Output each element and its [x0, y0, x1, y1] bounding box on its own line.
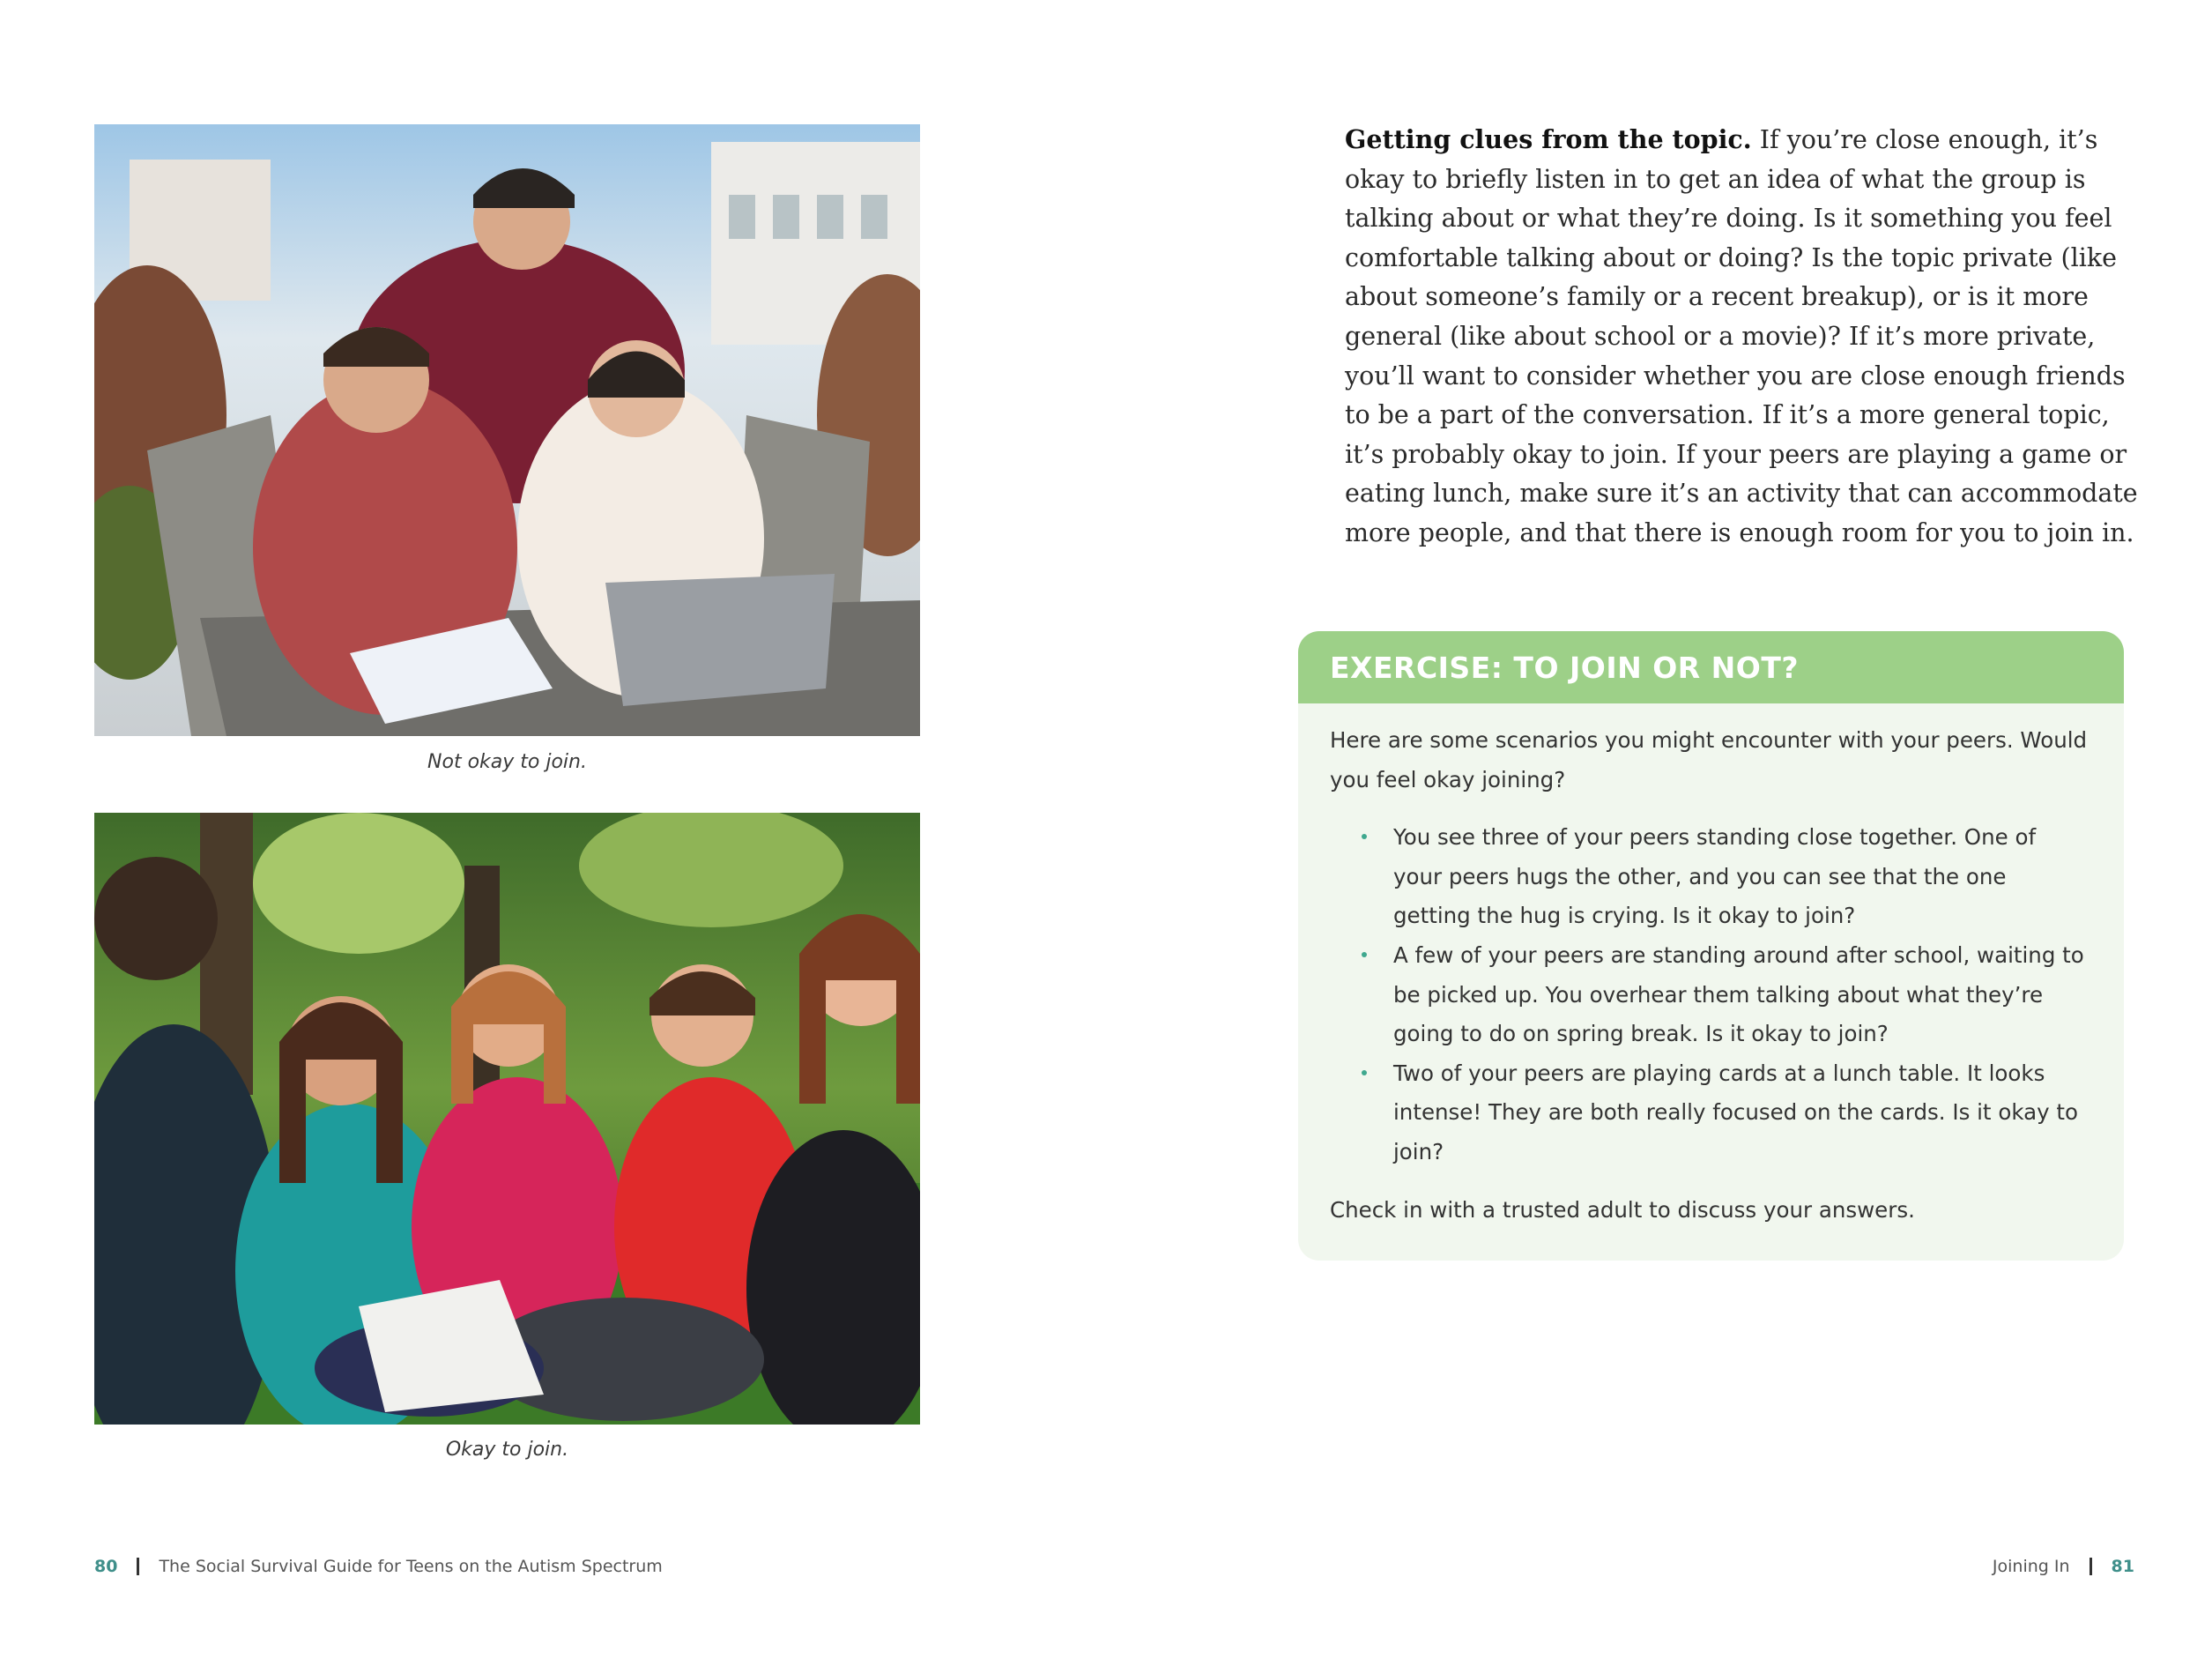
bullet-icon [1362, 1070, 1367, 1075]
book-title: The Social Survival Guide for Teens on the Autism Spectrum [159, 1557, 663, 1576]
bullet-icon [1362, 834, 1367, 839]
scenario-text: A few of your peers are standing around after school, waiting to be picked up. You overhear them talking about what they’re going to do on spring break. Is it okay to join? [1393, 941, 2084, 1047]
page-footer [94, 1557, 663, 1576]
right-page [1106, 0, 2212, 1659]
footer-divider [2090, 1558, 2092, 1575]
scenario-item [1393, 1054, 2089, 1172]
photo-caption: Not okay to join. [427, 751, 587, 773]
scenario-text: Two of your peers are playing cards at a lunch table. It looks intense! They are both really focused on the cards. Is it okay to join? [1393, 1060, 2078, 1164]
exercise-outro: Check in with a trusted adult to discuss your answers. [1330, 1196, 1915, 1223]
footer-divider [137, 1558, 139, 1575]
exercise-title: EXERCISE: TO JOIN OR NOT? [1330, 650, 1799, 685]
paragraph-text: If you’re close enough, it’s okay to briefly listen in to get an idea of what the group is talking about or what they’re doing. Is it something you feel comfortable talking about or doing? Is the topic private (like about someone’s family or a recent breakup), or is it more general (like about school or a movie)? If it’s more private, you’ll want to consider whether you are close enough friends to be a part of the conversation. If it’s a more general topic, it’s probably okay to join. If your peers are playing a game or eating lunch, make sure it’s an activity that can accommodate more people, and that there is enough room for you to join in. [1345, 125, 2138, 547]
page-number: 80 [94, 1557, 118, 1576]
scenario-list [1330, 818, 2089, 1172]
photo-group-on-grass [94, 813, 920, 1425]
page-footer [1993, 1557, 2134, 1576]
paragraph-lead: Getting clues from the topic. [1345, 124, 1752, 154]
scenario-text: You see three of your peers standing close together. One of your peers hugs the other, and you can see that the one getting the hug is crying. Is it okay to join? [1393, 824, 2037, 929]
photo-caption: Okay to join. [445, 1439, 569, 1461]
exercise-box [1298, 631, 2124, 1261]
exercise-header [1298, 631, 2124, 703]
body-paragraph [1345, 120, 2138, 554]
page-number: 81 [2111, 1557, 2134, 1576]
exercise-body [1298, 703, 2124, 1230]
photo-group-at-laptop [94, 124, 920, 736]
exercise-intro: Here are some scenarios you might encounter with your peers. Would you feel okay joining? [1330, 727, 2088, 792]
chapter-title: Joining In [1992, 1557, 2070, 1576]
scenario-item [1393, 818, 2089, 936]
bullet-icon [1362, 952, 1367, 957]
scenario-item [1393, 936, 2089, 1054]
